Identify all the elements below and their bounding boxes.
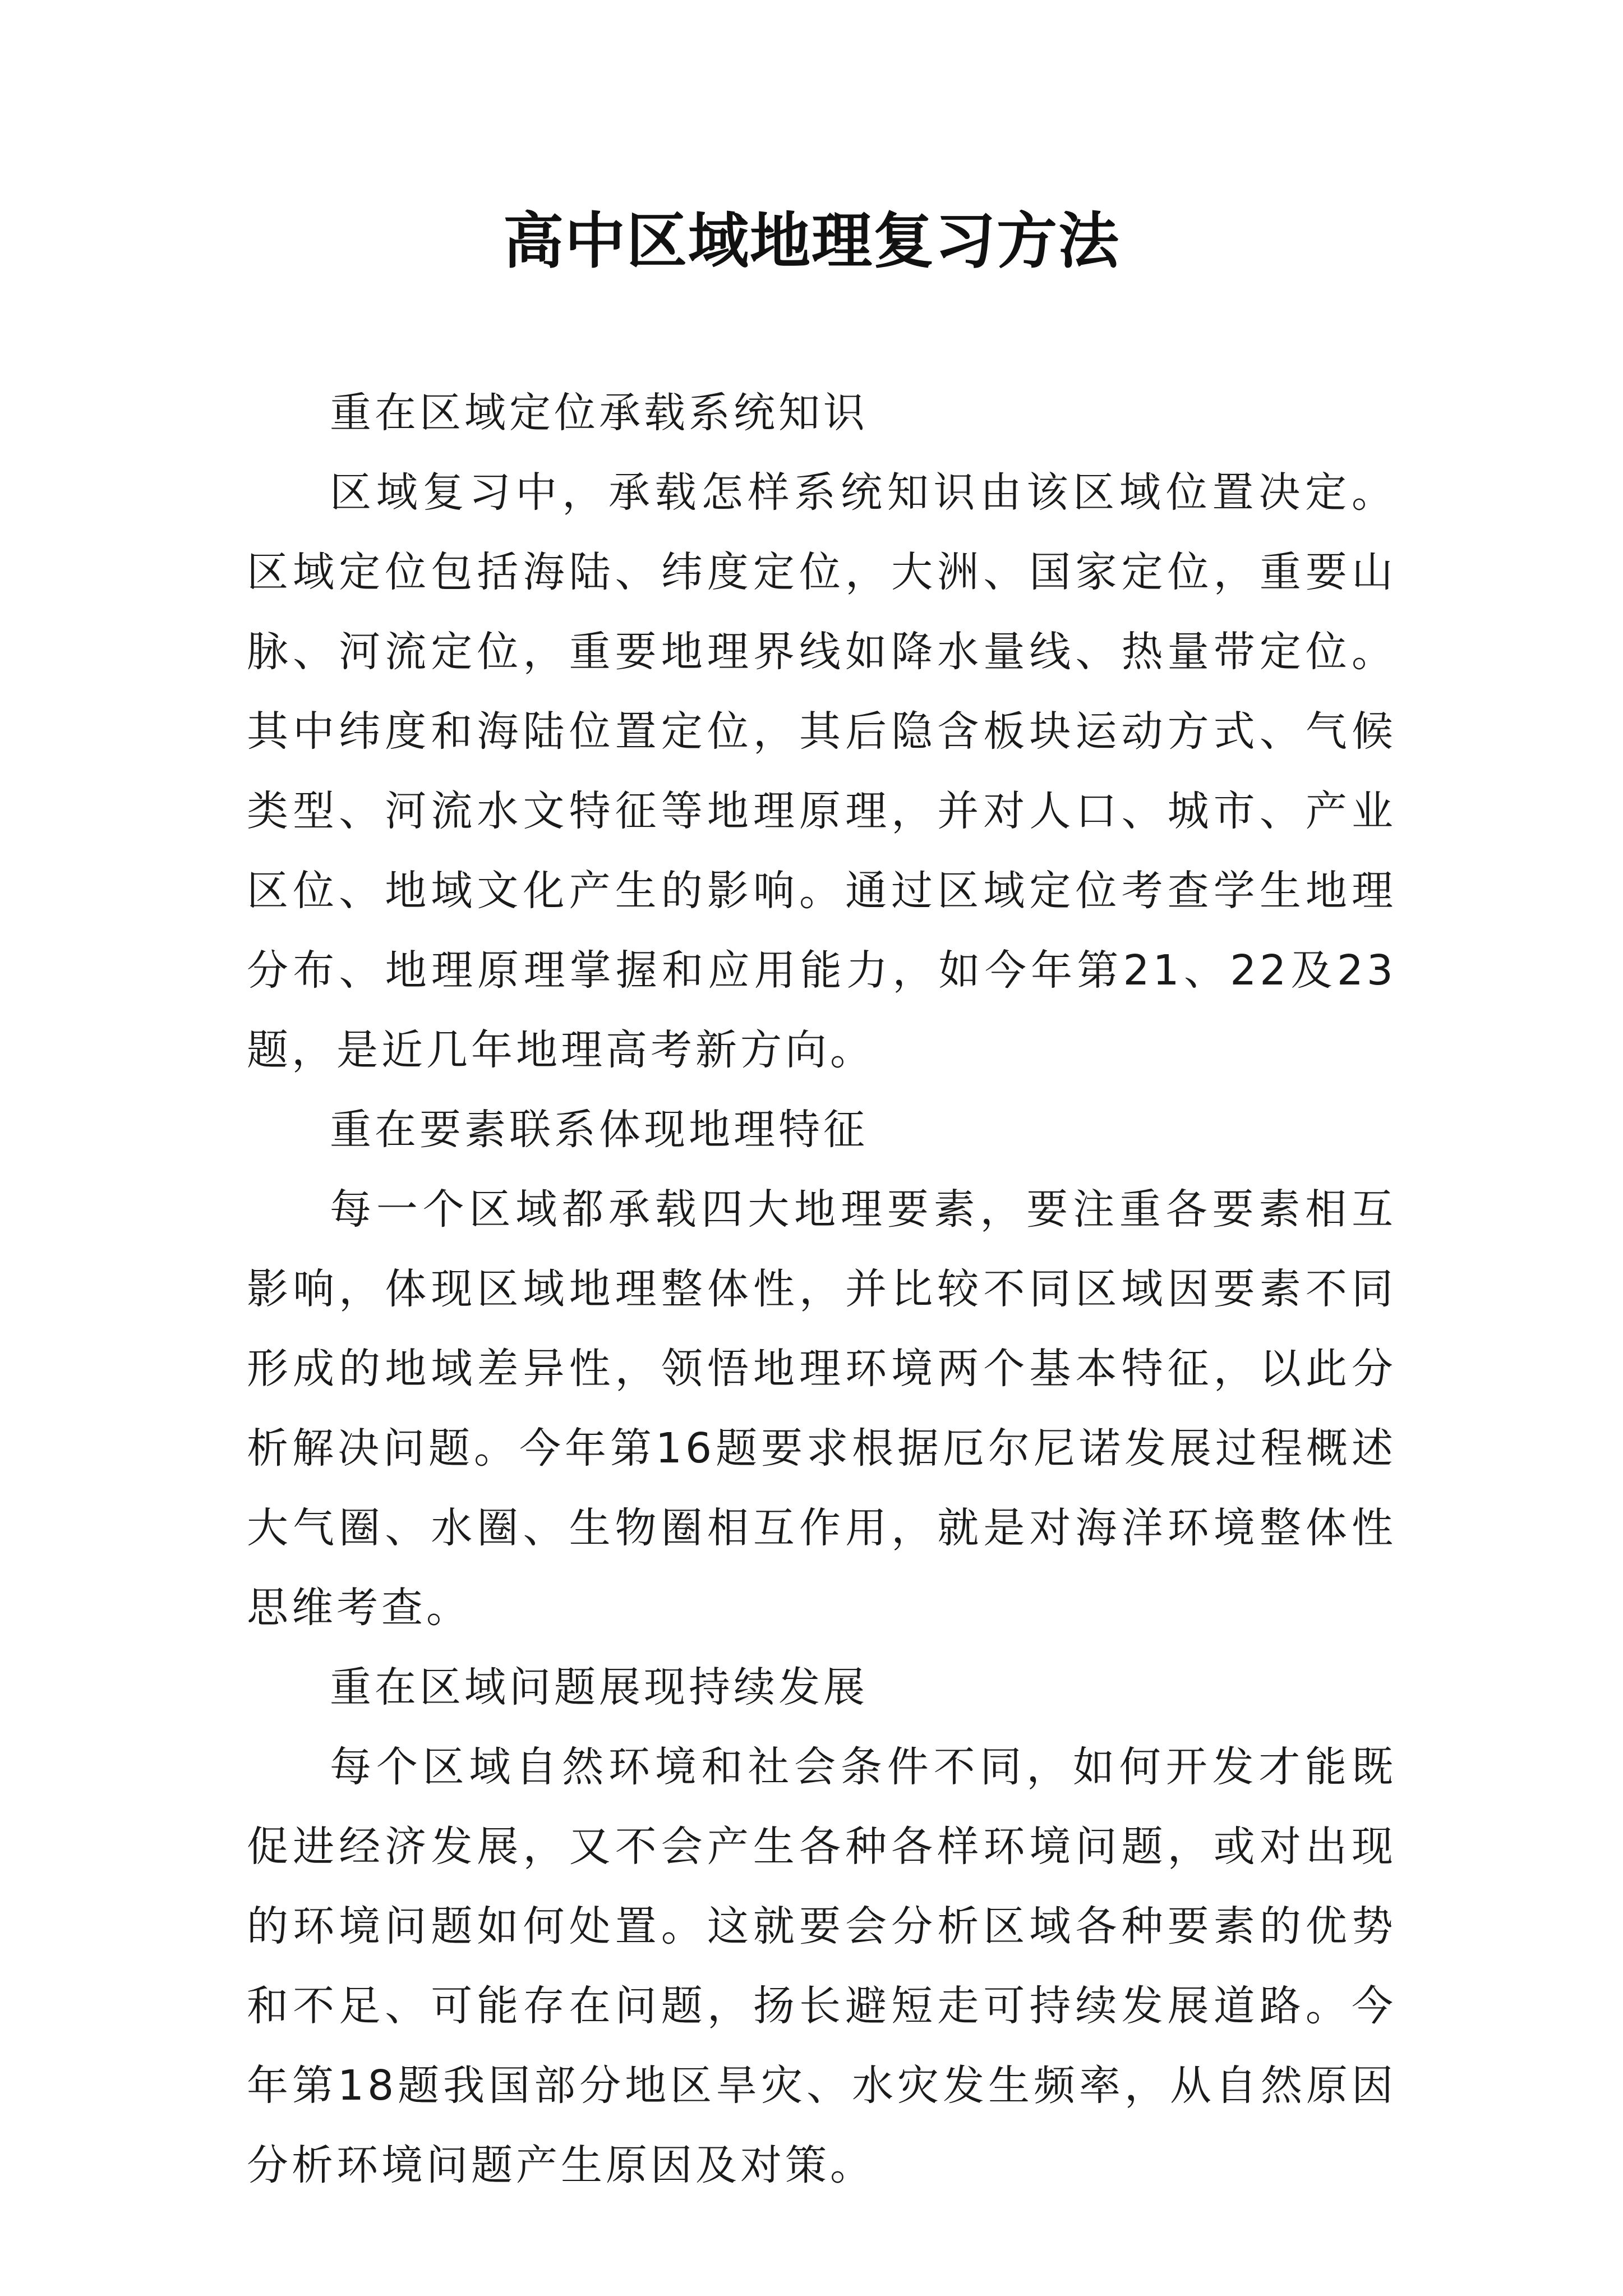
paragraph-elements: 每一个区域都承载四大地理要素，要注重各要素相互影响，体现区域地理整体性，并比较不同区域因要素不同形成的地域差异性，领悟地理环境两个基本特征，以此分析解决问题。今年第16题要求根据厄尔尼诺发展过程概述大气圈、水圈、生物圈相互作用，就是对海洋环境整体性思维考查。 (247, 1185, 1396, 1632)
document-body (247, 373, 1396, 2205)
section-heading-elements: 重在要素联系体现地理特征 (330, 1106, 868, 1154)
paragraph-location: 区域复习中，承载怎样系统知识由该区域位置决定。区域定位包括海陆、纬度定位，大洲、国家定位，重要山脉、河流定位，重要地理界线如降水量线、热量带定位。其中纬度和海陆位置定位，其后隐含板块运动方式、气候类型、河流水文特征等地理原理，并对人口、城市、产业区位、地域文化产生的影响。通过区域定位考查学生地理分布、地理原理掌握和应用能力，如今年第21、22及23题，是近几年地理高考新方向。 (247, 468, 1396, 1074)
section-heading-development: 重在区域问题展现持续发展 (330, 1663, 868, 1711)
paragraph-development: 每个区域自然环境和社会条件不同，如何开发才能既促进经济发展，又不会产生各种各样环境问题，或对出现的环境问题如何处置。这就要会分析区域各种要素的优势和不足、可能存在问题，扬长避短走可持续发展道路。今年第18题我国部分地区旱灾、水灾发生频率，从自然原因分析环境问题产生原因及对策。 (247, 1743, 1396, 2189)
document-title: 高中区域地理复习方法 (502, 206, 1120, 277)
section-heading-location: 重在区域定位承载系统知识 (330, 389, 868, 437)
